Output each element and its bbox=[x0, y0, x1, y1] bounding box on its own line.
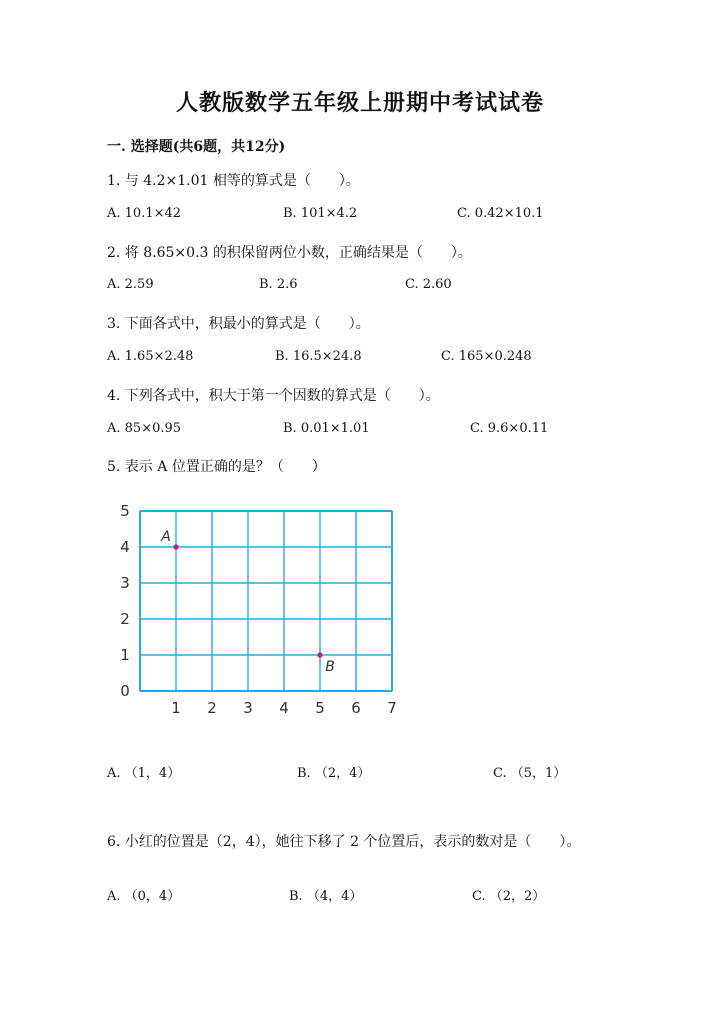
y-tick-label: 5 bbox=[120, 502, 130, 520]
question-2-stem: 2. 将 8.65×0.3 的积保留两位小数，正确结果是（ ）。 bbox=[107, 245, 472, 261]
point-b bbox=[317, 652, 322, 657]
question-2-option-a[interactable]: A. 2.59 bbox=[107, 277, 154, 292]
y-tick-label: 1 bbox=[120, 646, 130, 664]
question-1-option-a[interactable]: A. 10.1×42 bbox=[107, 206, 182, 221]
point-label-b: B bbox=[325, 659, 335, 675]
question-3-option-c[interactable]: C. 165×0.248 bbox=[441, 349, 532, 364]
question-2-option-c[interactable]: C. 2.60 bbox=[405, 277, 452, 292]
page-title: 人教版数学五年级上册期中考试试卷 bbox=[175, 90, 544, 116]
question-3-stem: 3. 下面各式中，积最小的算式是（ ）。 bbox=[107, 316, 370, 332]
x-tick-label: 4 bbox=[279, 699, 289, 717]
coordinate-grid-chart bbox=[100, 495, 410, 725]
question-1-option-b[interactable]: B. 101×4.2 bbox=[283, 206, 358, 221]
x-tick-label: 6 bbox=[351, 699, 361, 717]
y-tick-label: 2 bbox=[120, 610, 130, 628]
y-tick-label: 3 bbox=[120, 574, 130, 592]
question-6-option-c[interactable]: C. （2，2） bbox=[472, 889, 546, 904]
question-6-option-b[interactable]: B. （4，4） bbox=[289, 889, 363, 904]
x-tick-label: 7 bbox=[387, 699, 397, 717]
section-heading: 一. 选择题(共6题，共12分) bbox=[107, 139, 286, 155]
question-4-stem: 4. 下列各式中，积大于第一个因数的算式是（ ）。 bbox=[107, 388, 440, 404]
question-4-option-b[interactable]: B. 0.01×1.01 bbox=[283, 421, 370, 436]
question-4-option-c[interactable]: C. 9.6×0.11 bbox=[470, 421, 549, 436]
x-tick-label: 1 bbox=[171, 699, 181, 717]
question-1-option-c[interactable]: C. 0.42×10.1 bbox=[457, 206, 544, 221]
question-6-stem: 6. 小红的位置是（2，4），她往下移了 2 个位置后，表示的数对是（ ）。 bbox=[107, 834, 581, 850]
y-tick-label: 0 bbox=[120, 682, 130, 700]
question-6-option-a[interactable]: A. （0，4） bbox=[107, 889, 181, 904]
question-5-stem: 5. 表示 A 位置正确的是？（ ） bbox=[107, 459, 326, 475]
y-tick-labels bbox=[120, 502, 130, 700]
question-5-option-a[interactable]: A. （1，4） bbox=[107, 766, 181, 781]
point-label-a: A bbox=[161, 529, 171, 545]
y-tick-label: 4 bbox=[120, 538, 130, 556]
question-2-option-b[interactable]: B. 2.6 bbox=[259, 277, 298, 292]
question-1-stem: 1. 与 4.2×1.01 相等的算式是（ ）。 bbox=[107, 173, 360, 189]
question-5-option-c[interactable]: C. （5，1） bbox=[493, 766, 567, 781]
x-tick-label: 2 bbox=[207, 699, 217, 717]
x-tick-label: 3 bbox=[243, 699, 253, 717]
grid-lines bbox=[140, 511, 392, 691]
question-3-option-b[interactable]: B. 16.5×24.8 bbox=[275, 349, 362, 364]
question-5-option-b[interactable]: B. （2，4） bbox=[297, 766, 371, 781]
point-a bbox=[173, 544, 178, 549]
question-3-option-a[interactable]: A. 1.65×2.48 bbox=[107, 349, 194, 364]
question-4-option-a[interactable]: A. 85×0.95 bbox=[107, 421, 182, 436]
x-tick-labels bbox=[171, 699, 397, 717]
x-tick-label: 5 bbox=[315, 699, 325, 717]
